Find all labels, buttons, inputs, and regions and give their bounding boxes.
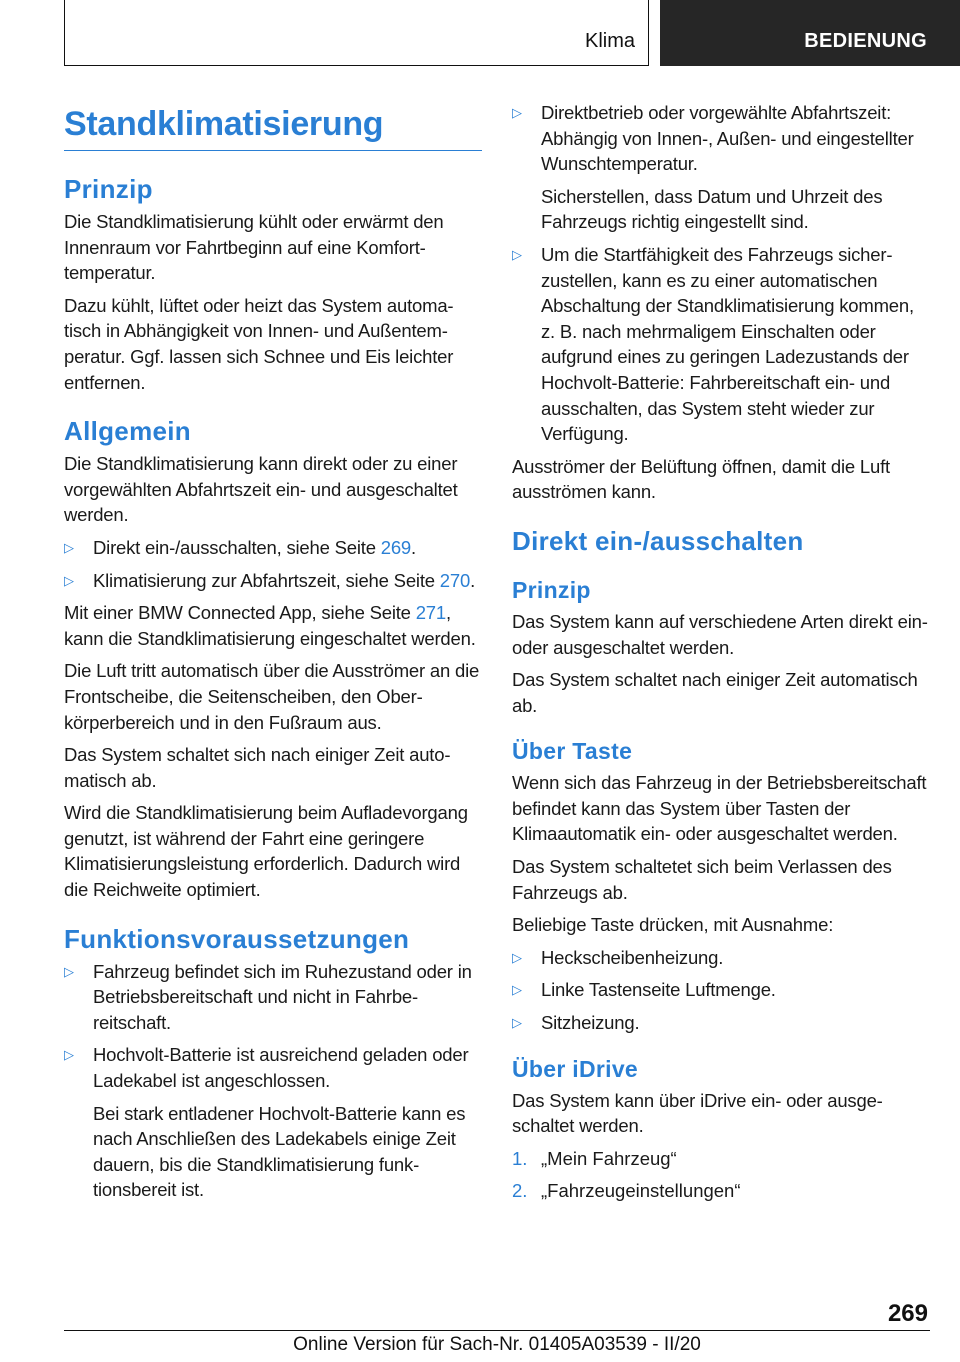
list-item: 2. „Fahrzeugeinstellungen“: [512, 1178, 932, 1204]
page-title: Standklimatisierung: [64, 104, 482, 151]
triangle-bullet-icon: ▷: [512, 1015, 522, 1031]
page-number: 269: [887, 1300, 928, 1327]
bullet-list: [64, 959, 482, 1203]
header-section-title: Klima: [584, 30, 635, 52]
list-item-note: Sicherstellen, dass Datum und Uhrzeit des Fahrzeugs richtig eingestellt sind.: [541, 185, 883, 233]
paragraph: Die Standklimatisierung kann direkt oder zu einer vorgewählten Abfahrtszeit ein- und ausgeschaltet werden.: [64, 453, 458, 526]
paragraph: Wenn sich das Fahrzeug in der Betriebsbereitschaft befindet kann das System über Tasten der Klimaautomatik ein- oder ausgeschaltet werden.: [512, 772, 927, 845]
heading-funktionsvoraussetzungen: Funktionsvoraussetzungen: [64, 923, 410, 954]
bullet-list: [512, 100, 932, 447]
triangle-bullet-icon: ▷: [64, 1047, 74, 1063]
paragraph: Das System kann über iDrive ein- oder ausgeschaltet werden.: [512, 1089, 883, 1137]
list-item-note: Bei stark entladener Hochvolt-Batterie kann es nach Anschließen des Ladekabels einige Zeit dauern, bis die Standklimatisierung funktionsbereit ist.: [93, 1102, 466, 1201]
list-item: 1. „Mein Fahrzeug“: [512, 1146, 932, 1172]
bullet-list: [512, 945, 932, 1036]
paragraph: Die Standklimatisierung kühlt oder erwärmt den Innenraum vor Fahrtbeginn auf eine Komforttemperatur.: [64, 211, 444, 284]
list-item: ▷ Hochvolt-Batterie ist ausreichend geladen oder Ladekabel ist angeschlossen. Bei stark entladener Hochvolt-Batterie kann es nach Anschließen des Ladekabels einige Zeit dauern, bis die Standklimatisierung funktionsbereit ist.: [64, 1042, 482, 1203]
paragraph: Beliebige Taste drücken, mit Ausnahme:: [512, 914, 834, 936]
heading-direkt-ein-ausschalten: Direkt ein-/ausschalten: [512, 525, 804, 556]
right-column: [512, 100, 932, 1211]
triangle-bullet-icon: ▷: [512, 105, 522, 120]
triangle-bullet-icon: ▷: [512, 246, 522, 262]
triangle-bullet-icon: ▷: [64, 539, 74, 555]
heading-prinzip: Prinzip: [64, 174, 153, 204]
heading-allgemein: Allgemein: [64, 416, 191, 447]
list-item: ▷ Direktbetrieb oder vorgewählte Abfahrtszeit: Abhängig von Innen-, Außen- und eingestellter Wunschtemperatur. Sicherstellen, dass Datum und Uhrzeit des Fahrzeugs richtig eingestellt sind.: [512, 100, 932, 235]
triangle-bullet-icon: ▷: [64, 963, 74, 979]
header-chapter-bar: [660, 0, 960, 66]
list-item: ▷ Heckscheibenheizung.: [512, 945, 932, 971]
page-link-271[interactable]: 271: [415, 602, 446, 624]
paragraph: Mit einer BMW Connected App, siehe Seite 271, kann die Standklimatisierung eingeschaltet werden.: [64, 602, 476, 649]
list-item: ▷ Fahrzeug befindet sich im Ruhezustand oder in Betriebsbereitschaft und nicht in Fahrbereitschaft.: [64, 960, 472, 1033]
footer-divider: [64, 1330, 930, 1331]
numbered-list: [512, 1146, 932, 1204]
list-item: ▷ Direkt ein-/ausschalten, siehe Seite 269.: [64, 535, 482, 561]
footer-text: Online Version für Sach-Nr. 01405A03539 - II/20: [293, 1334, 701, 1355]
paragraph: Ausströmer der Belüftung öffnen, damit die Luft ausströmen kann.: [512, 455, 890, 503]
heading-prinzip: Prinzip: [512, 576, 591, 603]
list-item: ▷ Um die Startfähigkeit des Fahrzeugs sicherzustellen, kann es zu einer automatischen Abschaltung der Standklimatisierung kommen, z. B. nach mehrmaligem Einschalten oder aufgrund eines zu geringen Ladezustands der Hochvolt-Batterie: Fahrbereitschaft ein- und ausschalten, das System steht wieder zur Verfügung.: [512, 243, 914, 445]
step-number: 2.: [512, 1180, 528, 1202]
paragraph: Wird die Standklimatisierung beim Aufladevorgang genutzt, ist während der Fahrt eine geringere Klimatisierungsleistung erforderlich. Dadurch wird die Reichweite optimiert.: [64, 802, 468, 901]
paragraph: Das System schaltetet sich beim Verlassen des Fahrzeugs ab.: [512, 856, 892, 903]
triangle-bullet-icon: ▷: [64, 572, 74, 588]
heading-ueber-idrive: Über iDrive: [512, 1055, 639, 1082]
list-item: ▷ Klimatisierung zur Abfahrtszeit, siehe Seite 270.: [64, 568, 482, 594]
triangle-bullet-icon: ▷: [512, 982, 522, 998]
bullet-list: [64, 535, 482, 593]
step-number: 1.: [512, 1147, 528, 1169]
paragraph: Dazu kühlt, lüftet oder heizt das System automatisch in Abhängigkeit von Innen- und Außentemperatur. Ggf. lassen sich Schnee und Eis leichter entfernen.: [64, 294, 454, 393]
header-chapter-title: BEDIENUNG: [804, 30, 927, 52]
list-item: ▷ Linke Tastenseite Luftmenge.: [512, 977, 932, 1003]
page-link-269[interactable]: 269: [380, 536, 412, 558]
paragraph: Das System schaltet sich nach einiger Zeit automatisch ab.: [64, 744, 451, 791]
paragraph: Die Luft tritt automatisch über die Ausströmer an die Frontscheibe, die Seitenscheiben, den Oberkörperbereich und in den Fußraum aus.: [64, 660, 480, 733]
paragraph: Das System kann auf verschiedene Arten direkt ein- oder ausgeschaltet werden.: [512, 610, 928, 658]
triangle-bullet-icon: ▷: [512, 949, 522, 965]
page-link-270[interactable]: 270: [439, 569, 471, 591]
heading-ueber-taste: Über Taste: [512, 738, 633, 765]
paragraph: Das System schaltet nach einiger Zeit automatisch ab.: [512, 669, 918, 716]
list-item: ▷ Sitzheizung.: [512, 1010, 932, 1036]
left-column: [64, 104, 482, 1210]
